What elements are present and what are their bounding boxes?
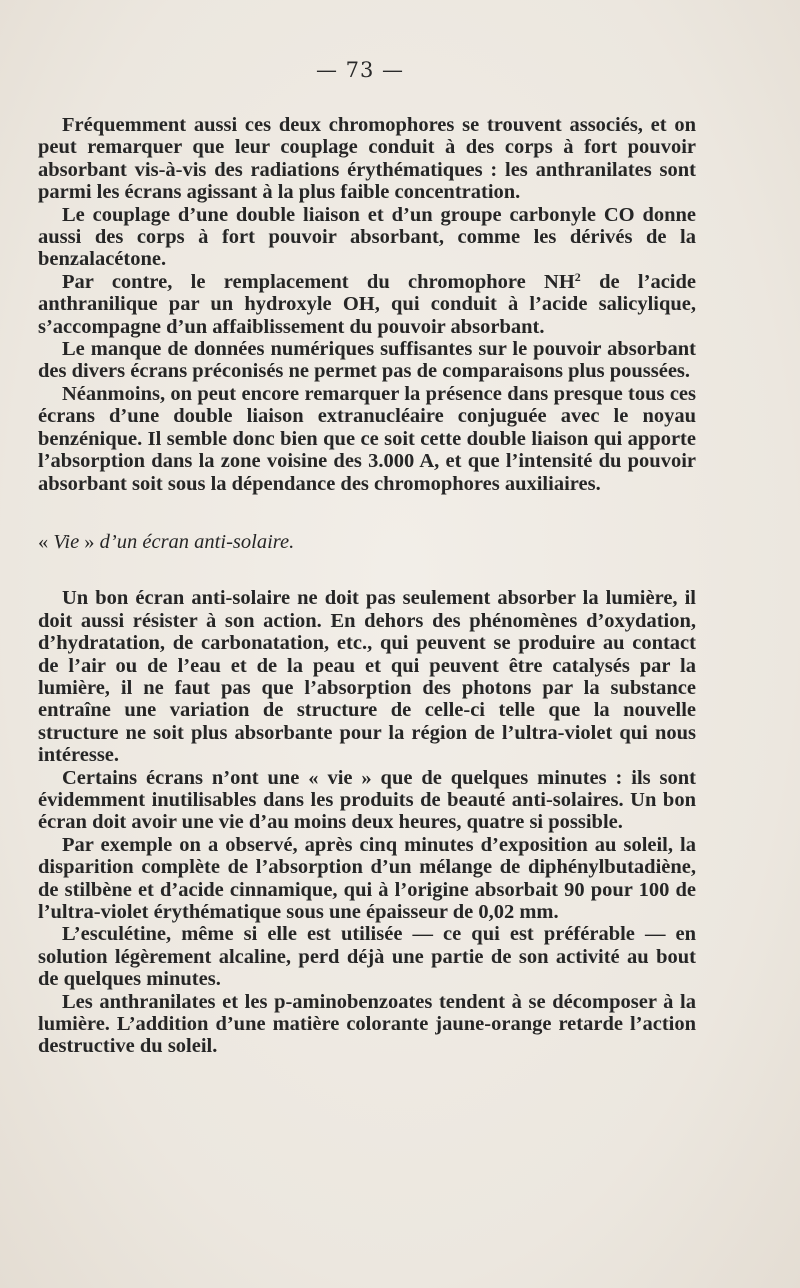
paragraph-4: Le manque de données numériques suffisantes sur le pouvoir absorbant des divers écrans préconisés ne permet pas de comparaisons plus poussées. xyxy=(38,338,696,383)
superscript-2: 2 xyxy=(574,269,581,284)
paragraph-3-end: de l’acide anthranilique par un hydroxyle OH, qui conduit à l’acide salicylique, s’accompagne d’un affaiblissement du pouvoir absorbant. xyxy=(38,270,696,338)
paragraph-7: Certains écrans n’ont une « vie » que de quelques minutes : ils sont évidemment inutilisables dans les produits de beauté anti-solaires. Un bon écran doit avoir une vie d’au moins deux heures, quatre si possible. xyxy=(38,766,696,834)
section-title-close-quote: » xyxy=(79,530,95,553)
paragraph-1: Fréquemment aussi ces deux chromophores se trouvent associés, et on peut remarquer que leur couplage conduit à des corps à fort pouvoir absorbant vis-à-vis des radiations érythématiques : les anthranilates sont parmi les écrans agissant à la plus faible concentration. xyxy=(38,114,696,204)
paragraph-8: Par exemple on a observé, après cinq minutes d’exposition au soleil, la disparition complète de l’absorption d’un mélange de diphénylbutadiène, de stilbène et d’acide cinnamique, qui à l’origine absorbait 90 pour 100 de l’ultra-violet érythématique sous une épaisseur de 0,02 mm. xyxy=(38,833,696,923)
paragraph-3-start: Par contre, le remplacement du chromophore NH xyxy=(62,270,575,293)
section-title-word: Vie xyxy=(53,530,80,553)
body-text xyxy=(38,114,696,1058)
section-title-open-quote: « xyxy=(38,530,54,553)
paragraph-5: Néanmoins, on peut encore remarquer la présence dans presque tous ces écrans d’une double liaison extranucléaire conjuguée avec le noyau benzénique. Il semble donc bien que ce soit cette double liaison qui apporte l’absorption dans la zone voisine des 3.000 A, et que l’intensité du pouvoir absorbant soit sous la dépendance des chromophores auxiliaires. xyxy=(38,382,696,495)
paragraph-10: Les anthranilates et les p-aminobenzoates tendent à se décomposer à la lumière. L’addition d’une matière colorante jaune-orange retarde l’action destructive du soleil. xyxy=(38,990,696,1058)
paragraph-6: Un bon écran anti-solaire ne doit pas seulement absorber la lumière, il doit aussi résister à son action. En dehors des phénomènes d’oxydation, d’hydratation, de carbonatation, etc., qui peuvent se produire au contact de l’air ou de l’eau et de la peau et qui peuvent être catalysés par la lumière, il ne faut pas que l’absorption des photons par la substance entraîne une variation de structure de celle-ci telle que la nouvelle structure ne soit plus absorbante pour la région de l’ultra-violet qui nous intéresse. xyxy=(38,587,696,767)
page-number: — 73 — xyxy=(315,58,405,82)
section-title-rest: d’un écran anti-solaire. xyxy=(94,530,295,553)
paragraph-3 xyxy=(38,271,696,338)
paragraph-2: Le couplage d’une double liaison et d’un groupe carbonyle CO donne aussi des corps à fort pouvoir absorbant, comme les dérivés de la benzalacétone. xyxy=(38,203,696,271)
paragraph-9: L’esculétine, même si elle est utilisée — ce qui est préférable — en solution légèrement alcaline, perd déjà une partie de son activité au bout de quelques minutes. xyxy=(38,923,696,991)
section-title xyxy=(38,531,696,553)
